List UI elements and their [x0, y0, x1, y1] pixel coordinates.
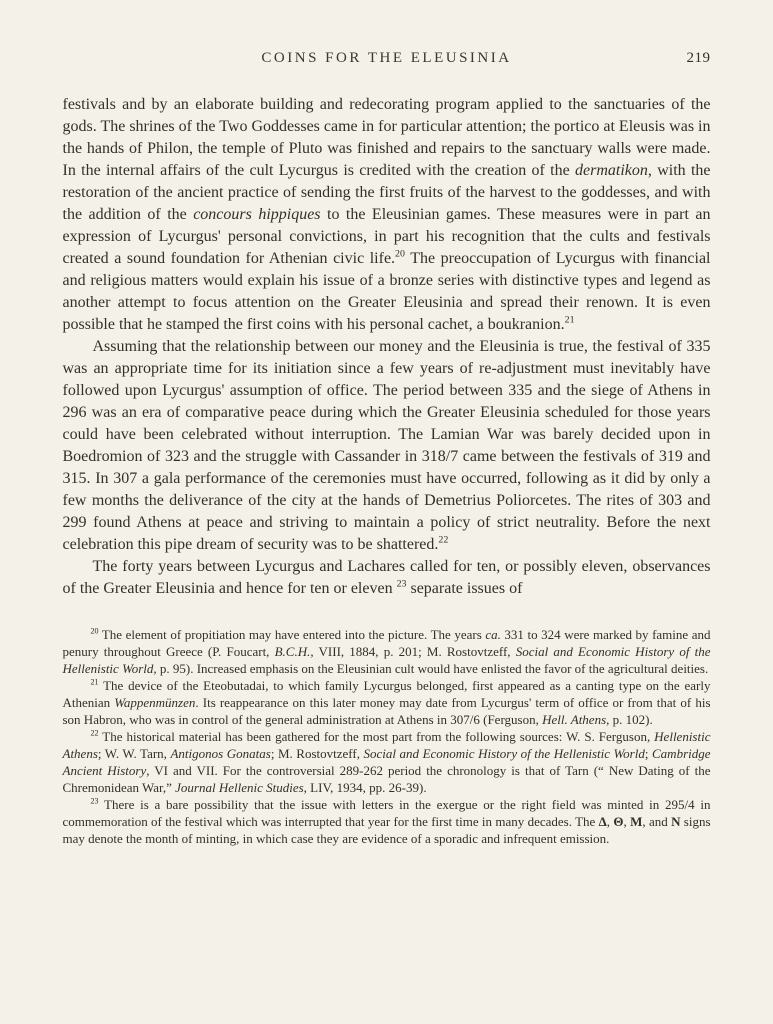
text-run: Δ [598, 814, 607, 829]
text-run: , with the restoration of the ancient practice of sending the first fruits of the harvest to the goddesses, and with the addition of the [62, 162, 711, 223]
text-run: Journal Hellenic Studies [175, 780, 304, 795]
text-run: Antigonos Gonatas [170, 746, 271, 761]
text-run: , VIII, 1884, p. 201; M. Rostovtzeff, [310, 644, 516, 659]
text-run: , p. 102). [606, 712, 653, 727]
footnote-reference: 21 [564, 314, 575, 326]
text-run: 331 to 324 were marked by famine and penury throughout Greece (P. Foucart, [62, 627, 711, 659]
text-run: , LIV, 1934, pp. 26-39). [303, 780, 427, 795]
text-run: Hellenistic Athens [62, 729, 711, 761]
text-run: , and [642, 814, 672, 829]
text-run: Θ [613, 814, 624, 829]
text-run: festivals and by an elaborate building and redecorating program applied to the sanctuaries of the gods. The shrines of the Two Goddesses came in for particular attention; the portico at Eleusis was in the hands of Philon, the temple of Pluto was finished and repairs to the sanctuary walls were made. In the internal affairs of the cult Lycurgus is credited with the creation of the [62, 96, 711, 179]
text-run: , [623, 814, 631, 829]
footnote [63, 626, 711, 677]
text-run: Assuming that the relationship between our money and the Eleusinia is true, the festival of 335 was an appropriate time for its initiation since a few years of re-adjustment must inevitably have followed upon Lycurgus' assumption of office. The period between 335 and the siege of Athens in 296 was an era of comparative peace during which the Greater Eleusinia scheduled for those years could have been celebrated without interruption. The Lamian War was barely decided upon in Boedromion of 323 and the struggle with Cassander in 318/7 came between the festivals of 319 and 315. In 307 a gala performance of the ceremonies must have occurred, following as it did by only a few months the deliverance of the city at the hands of Demetrius Poliorcetes. The rites of 303 and 299 found Athens at peace and striving to maintain a policy of strict neutrality. Before the next celebration this pipe dream of security was to be shattered. [62, 338, 711, 553]
text-run: B.C.H. [274, 644, 311, 659]
text-run: ; M. Rostovtzeff, [270, 746, 364, 761]
paragraph [63, 556, 711, 600]
text-run: ; W. W. Tarn, [97, 746, 171, 761]
text-run: concours hippiques [193, 206, 321, 223]
text-run: signs may denote the month of minting, in which case they are evidence of a sporadic and infrequent emission. [62, 814, 711, 846]
text-run: ca. [485, 627, 501, 642]
text-run: , p. 95). Increased emphasis on the Eleusinian cult would have enlisted the favor of the agricultural deities. [153, 661, 709, 676]
footnote-reference: 22 [438, 534, 449, 546]
paragraph [63, 336, 711, 556]
text-run: Social and Economic History of the Hellenistic World [363, 746, 645, 761]
footnote-reference: 21 [90, 677, 99, 687]
main-text-block [63, 94, 711, 600]
paragraph-continuation [63, 94, 711, 336]
footnote-reference: 23 [396, 578, 407, 590]
text-run: The device of the Eteobutadai, to which family Lycurgus belonged, first appeared as a canting type on the early Athenian [62, 678, 711, 710]
text-run: The preoccupation of Lycurgus with financial and religious matters would explain his issue of a bronze series with distinctive types and legend as another attempt to focus attention on the Greater Eleusinia and spread their renown. It is even possible that he stamped the first coins with his personal cachet, a boukranion. [62, 250, 711, 333]
text-run: . Its reappearance on this later money may date from Lycurgus' term of office or from that of his son Habron, who was in control of the general administration at Athens in 307/6 (Ferguson, [62, 695, 711, 727]
text-run: ; [644, 746, 653, 761]
text-run: The element of propitiation may have entered into the picture. The years [98, 627, 486, 642]
text-run: There is a bare possibility that the issue with letters in the exergue or the right field was minted in 295/4 in commemoration of the festival which was interrupted that year for the first time in many decades. The [62, 797, 711, 829]
footnote [63, 796, 711, 847]
footnotes-block [63, 626, 711, 847]
text-run: Cambridge Ancient History [62, 746, 711, 778]
text-run: , [606, 814, 614, 829]
page-header [63, 0, 711, 74]
footnote [63, 728, 711, 796]
footnote [63, 677, 711, 728]
footnote-reference: 20 [395, 248, 405, 260]
text-run: dermatikon [575, 162, 648, 179]
footnote-reference: 22 [90, 728, 99, 738]
footnote-reference: 23 [90, 796, 99, 806]
text-run: The historical material has been gathered for the most part from the following sources: W. S. Ferguson, [98, 729, 655, 744]
text-run: M [630, 814, 643, 829]
text-run: Hell. Athens [542, 712, 607, 727]
text-run: Wappenmünzen [114, 695, 196, 710]
text-run: The forty years between Lycurgus and Lachares called for ten, or possibly eleven, observances of the Greater Eleusinia and hence for ten or eleven [62, 558, 711, 597]
page-number: 219 [686, 50, 711, 66]
footnote-reference: 20 [90, 626, 99, 636]
text-run: to the Eleusinian games. These measures were in part an expression of Lycurgus' personal convictions, in part his recognition that the cults and festivals created a sound foundation for Athenian civic life. [62, 206, 711, 267]
text-run: N [671, 814, 681, 829]
text-run: Social and Economic History of the Hellenistic World [62, 644, 711, 676]
text-run: , VI and VII. For the controversial 289-262 period the chronology is that of Tarn (“ New Dating of the Chremonidean War,” [62, 763, 711, 795]
text-run: separate issues of [406, 580, 523, 597]
running-title: COINS FOR THE ELEUSINIA [261, 50, 512, 66]
